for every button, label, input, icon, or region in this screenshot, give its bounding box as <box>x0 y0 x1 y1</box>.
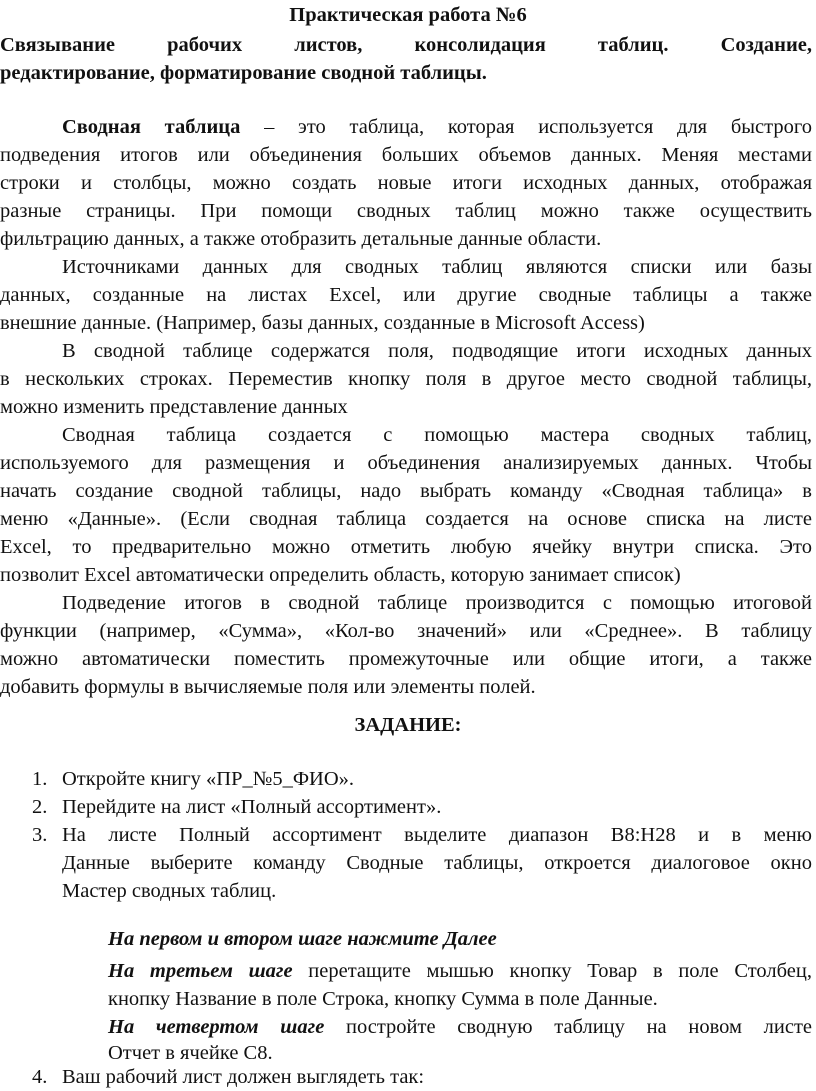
paragraph-5-line-2: функции (например, «Сумма», «Кол-во значений» или «Среднее». В таблицу <box>0 620 812 642</box>
step-4-line-2: Отчет в ячейке С8. <box>108 1042 273 1064</box>
paragraph-1-line-5: фильтрацию данных, а также отобразить детальные данные области. <box>0 228 602 250</box>
task-number: 3. <box>32 824 48 846</box>
task-number: 1. <box>32 768 48 790</box>
paragraph-1-line-1: Сводная таблица – это таблица, которая используется для быстрого <box>62 116 812 138</box>
paragraph-5-line-4: добавить формулы в вычисляемые поля или элементы полей. <box>0 676 536 698</box>
task-3-line-1: На листе Полный ассортимент выделите диапазон В8:Н28 и в меню <box>62 824 812 846</box>
paragraph-3-line-1: В сводной таблице содержатся поля, подводящие итоги исходных данных <box>62 340 812 362</box>
paragraph-4-line-5: Excel, то предварительно можно отметить любую ячейку внутри списка. Это <box>0 536 812 558</box>
paragraph-4-line-3: начать создание сводной таблицы, надо выбрать команду «Сводная таблица» в <box>0 480 812 502</box>
step-4-lead: На четвертом шаге <box>108 1016 325 1038</box>
paragraph-4-line-1: Сводная таблица создается с помощью мастера сводных таблиц, <box>62 424 812 446</box>
step-1-2: На первом и втором шаге нажмите Далее <box>108 928 497 950</box>
task-text: Ваш рабочий лист должен выглядеть так: <box>62 1066 425 1088</box>
subtitle-line-1: Связывание рабочих листов, консолидация таблиц. Создание, <box>0 34 812 56</box>
step-3-lead: На третьем шаге <box>108 960 293 982</box>
task-text: Откройте книгу «ПР_№5_ФИО». <box>62 768 355 790</box>
paragraph-2-line-3: внешние данные. (Например, базы данных, созданные в Microsoft Access) <box>0 312 645 334</box>
task-number: 4. <box>32 1066 48 1088</box>
task-heading: ЗАДАНИЕ: <box>354 714 462 736</box>
paragraph-1-line-2: подведения итогов или объединения больших объемов данных. Меняя местами <box>0 144 812 166</box>
term-pivot-table: Сводная таблица <box>62 116 241 138</box>
task-3-line-2: Данные выберите команду Сводные таблицы, откроется диалоговое окно <box>62 852 812 874</box>
paragraph-1-line-3: строки и столбцы, можно создать новые итоги исходных данных, отображая <box>0 172 812 194</box>
paragraph-4-line-6: позволит Excel автоматически определить область, которую занимает список) <box>0 564 681 586</box>
step-4-line-1: На четвертом шаге постройте сводную таблицу на новом листе <box>108 1016 813 1038</box>
subtitle-line-2: редактирование, форматирование сводной таблицы. <box>0 62 487 84</box>
task-3-line-3: Мастер сводных таблиц. <box>62 880 277 902</box>
paragraph-5-line-1: Подведение итогов в сводной таблице производится с помощью итоговой <box>62 592 812 614</box>
paragraph-4-line-4: меню «Данные». (Если сводная таблица создается на основе списка на листе <box>0 508 812 530</box>
paragraph-3-line-2: в нескольких строках. Переместив кнопку поля в другое место сводной таблицы, <box>0 368 812 390</box>
step-3-line-2: кнопку Название в поле Строка, кнопку Сумма в поле Данные. <box>108 988 658 1010</box>
task-number: 2. <box>32 796 48 818</box>
task-text: Перейдите на лист «Полный ассортимент». <box>62 796 442 818</box>
paragraph-3-line-3: можно изменить представление данных <box>0 396 348 418</box>
step-3-line-1: На третьем шаге перетащите мышью кнопку Товар в поле Столбец, <box>108 960 812 982</box>
paragraph-1-line-4: разные страницы. При помощи сводных таблиц можно также осуществить <box>0 200 812 222</box>
paragraph-5-line-3: можно автоматически поместить промежуточные или общие итоги, а также <box>0 648 812 670</box>
paragraph-2-line-1: Источниками данных для сводных таблиц являются списки или базы <box>62 256 812 278</box>
page-title: Практическая работа №6 <box>289 4 527 26</box>
paragraph-4-line-2: используемого для размещения и объединения анализируемых данных. Чтобы <box>0 452 812 474</box>
paragraph-2-line-2: данных, созданные на листах Excel, или другие сводные таблицы а также <box>0 284 812 306</box>
